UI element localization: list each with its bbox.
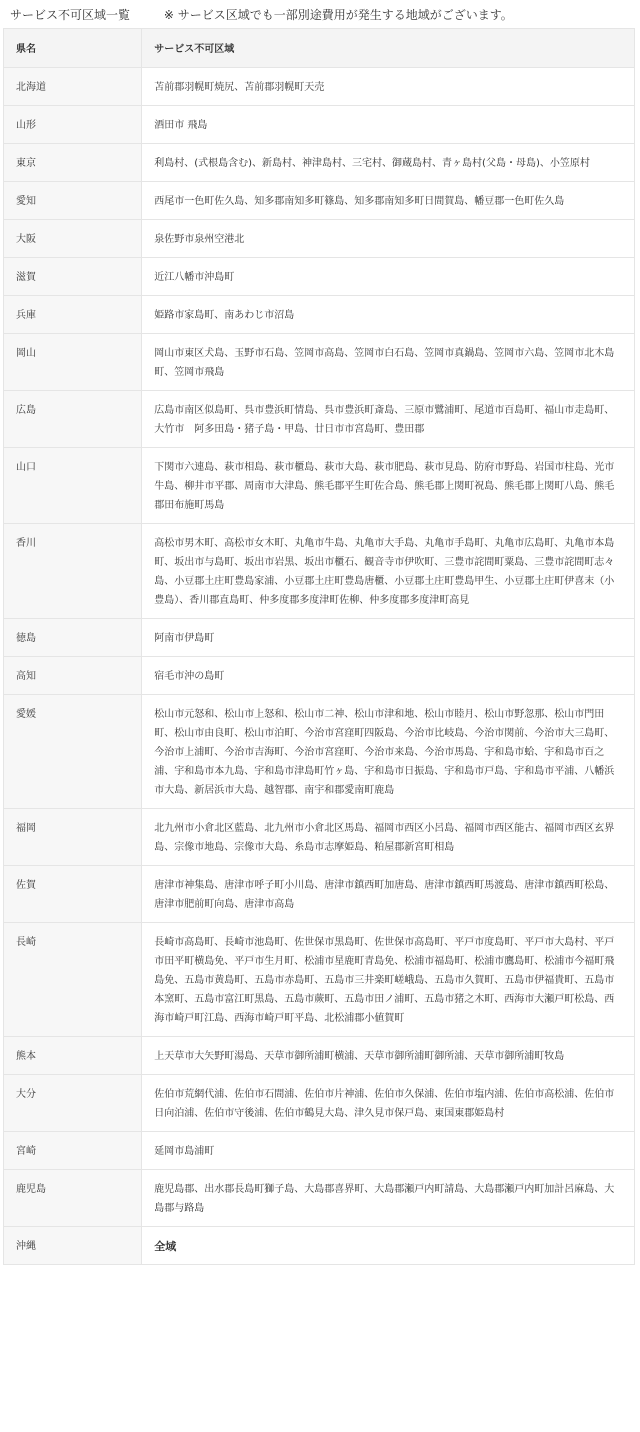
table-row [4, 391, 635, 448]
prefecture-cell: 長崎 [4, 923, 142, 1037]
table-row [4, 220, 635, 258]
prefecture-cell: 沖縄 [4, 1227, 142, 1265]
table-header-row [4, 29, 635, 68]
prefecture-cell: 佐賀 [4, 866, 142, 923]
table-row [4, 1132, 635, 1170]
prefecture-cell: 宮崎 [4, 1132, 142, 1170]
prefecture-cell: 大阪 [4, 220, 142, 258]
table-row [4, 923, 635, 1037]
service-area-cell: 佐伯市荒網代浦、佐伯市石間浦、佐伯市片神浦、佐伯市久保浦、佐伯市塩内浦、佐伯市高松浦、佐伯市日向泊浦、佐伯市守後浦、佐伯市鶴見大島、津久見市保戸島、東国東郡姫島村 [142, 1075, 635, 1132]
service-area-cell: 岡山市東区犬島、玉野市石島、笠岡市高島、笠岡市白石島、笠岡市真鍋島、笠岡市六島、笠岡市北木島町、笠岡市飛島 [142, 334, 635, 391]
prefecture-cell: 鹿児島 [4, 1170, 142, 1227]
service-area-cell: 延岡市島浦町 [142, 1132, 635, 1170]
service-area-cell: 泉佐野市泉州空港北 [142, 220, 635, 258]
table-row [4, 1227, 635, 1265]
service-area-cell: 姫路市家島町、南あわじ市沼島 [142, 296, 635, 334]
page-heading [10, 6, 635, 26]
service-area-cell: 松山市元怒和、松山市上怒和、松山市二神、松山市津和地、松山市睦月、松山市野忽那、松山市門田町、松山市由良町、松山市泊町、今治市宮窪町四阪島、今治市比岐島、今治市関前、今治市大三島町、今治市上浦町、今治市吉海町、今治市宮窪町、今治市来島、今治市馬島、宇和島市蛤、宇和島市百之浦、宇和島市本九島、宇和島市津島町竹ヶ島、宇和島市日振島、宇和島市戸島、宇和島市平浦、八幡浜市大島、新居浜市大島、越智郡、南宇和郡愛南町鹿島 [142, 695, 635, 809]
prefecture-cell: 岡山 [4, 334, 142, 391]
table-row [4, 144, 635, 182]
service-area-cell: 近江八幡市沖島町 [142, 258, 635, 296]
table-row [4, 1170, 635, 1227]
prefecture-cell: 山口 [4, 448, 142, 524]
prefecture-cell: 東京 [4, 144, 142, 182]
service-area-cell: 広島市南区似島町、呉市豊浜町情島、呉市豊浜町斎島、三原市鷺浦町、尾道市百島町、福山市走島町、大竹市 阿多田島・猪子島・甲島、廿日市市宮島町、豊田郡 [142, 391, 635, 448]
table-row [4, 1037, 635, 1075]
service-area-cell: 高松市男木町、高松市女木町、丸亀市牛島、丸亀市大手島、丸亀市手島町、丸亀市広島町、丸亀市本島町、坂出市与島町、坂出市岩黒、坂出市櫃石、観音寺市伊吹町、三豊市詫間町粟島、三豊市詫間町志々島、小豆郡土庄町豊島家浦、小豆郡土庄町豊島唐櫃、小豆郡土庄町豊島甲生、小豆郡土庄町伊喜末（小豊島）、香川郡直島町、仲多度郡多度津町佐柳、仲多度郡多度津町高見 [142, 524, 635, 619]
service-area-cell: 上天草市大矢野町湯島、天草市御所浦町横浦、天草市御所浦町御所浦、天草市御所浦町牧島 [142, 1037, 635, 1075]
table-row [4, 619, 635, 657]
service-area-cell: 唐津市神集島、唐津市呼子町小川島、唐津市鎮西町加唐島、唐津市鎮西町馬渡島、唐津市鎮西町松島、唐津市肥前町向島、唐津市高島 [142, 866, 635, 923]
page-title: サービス不可区域一覧 [10, 8, 131, 22]
table-row [4, 524, 635, 619]
prefecture-cell: 広島 [4, 391, 142, 448]
table-row [4, 695, 635, 809]
table-row [4, 258, 635, 296]
table-row [4, 657, 635, 695]
table-row [4, 106, 635, 144]
table-row [4, 182, 635, 220]
service-area-cell: 苫前郡羽幌町焼尻、苫前郡羽幌町天売 [142, 68, 635, 106]
table-row [4, 809, 635, 866]
table-row [4, 296, 635, 334]
service-area-cell: 鹿児島郡、出水郡長島町獅子島、大島郡喜界町、大島郡瀬戸内町請島、大島郡瀬戸内町加計呂麻島、大島郡与路島 [142, 1170, 635, 1227]
column-header-area: サービス不可区域 [142, 29, 635, 68]
prefecture-cell: 兵庫 [4, 296, 142, 334]
prefecture-cell: 徳島 [4, 619, 142, 657]
service-area-cell: 酒田市 飛島 [142, 106, 635, 144]
table-row [4, 866, 635, 923]
prefecture-cell: 大分 [4, 1075, 142, 1132]
table-body [4, 68, 635, 1265]
prefecture-cell: 高知 [4, 657, 142, 695]
prefecture-cell: 山形 [4, 106, 142, 144]
service-area-cell: 北九州市小倉北区藍島、北九州市小倉北区馬島、福岡市西区小呂島、福岡市西区能古、福岡市西区玄界島、宗像市地島、宗像市大島、糸島市志摩姫島、粕屋郡新宮町相島 [142, 809, 635, 866]
service-area-cell: 阿南市伊島町 [142, 619, 635, 657]
column-header-prefecture: 県名 [4, 29, 142, 68]
prefecture-cell: 滋賀 [4, 258, 142, 296]
prefecture-cell: 愛媛 [4, 695, 142, 809]
page-note: ※ サービス区域でも一部別途費用が発生する地域がございます。 [163, 8, 513, 22]
table-row [4, 68, 635, 106]
service-area-table [3, 28, 635, 1265]
service-area-cell: 利島村、(式根島含む)、新島村、神津島村、三宅村、御蔵島村、青ヶ島村(父島・母島)、小笠原村 [142, 144, 635, 182]
table-row [4, 448, 635, 524]
prefecture-cell: 熊本 [4, 1037, 142, 1075]
service-area-cell: 西尾市一色町佐久島、知多郡南知多町篠島、知多郡南知多町日間賀島、幡豆郡一色町佐久島 [142, 182, 635, 220]
service-area-cell: 下関市六連島、萩市相島、萩市櫃島、萩市大島、萩市肥島、萩市見島、防府市野島、岩国市柱島、光市牛島、柳井市平郡、周南市大津島、熊毛郡平生町佐合島、熊毛郡上関町祝島、熊毛郡上関町八島、熊毛郡田布施町馬島 [142, 448, 635, 524]
table-row [4, 1075, 635, 1132]
prefecture-cell: 愛知 [4, 182, 142, 220]
service-area-cell: 宿毛市沖の島町 [142, 657, 635, 695]
service-area-cell: 長崎市高島町、長崎市池島町、佐世保市黒島町、佐世保市高島町、平戸市度島町、平戸市大島村、平戸市田平町横島免、平戸市生月町、松浦市星鹿町青島免、松浦市福島町、松浦市鷹島町、松浦市今福町飛島免、五島市黄島町、五島市赤島町、五島市三井楽町嵯峨島、五島市久賀町、五島市伊福貴町、五島市本窯町、五島市富江町黒島、五島市蕨町、五島市田ノ浦町、五島市猪之木町、西海市大瀬戸町松島、西海市崎戸町江島、西海市崎戸町平島、北松浦郡小値賀町 [142, 923, 635, 1037]
prefecture-cell: 福岡 [4, 809, 142, 866]
service-area-cell: 全域 [142, 1227, 635, 1265]
prefecture-cell: 北海道 [4, 68, 142, 106]
prefecture-cell: 香川 [4, 524, 142, 619]
table-row [4, 334, 635, 391]
